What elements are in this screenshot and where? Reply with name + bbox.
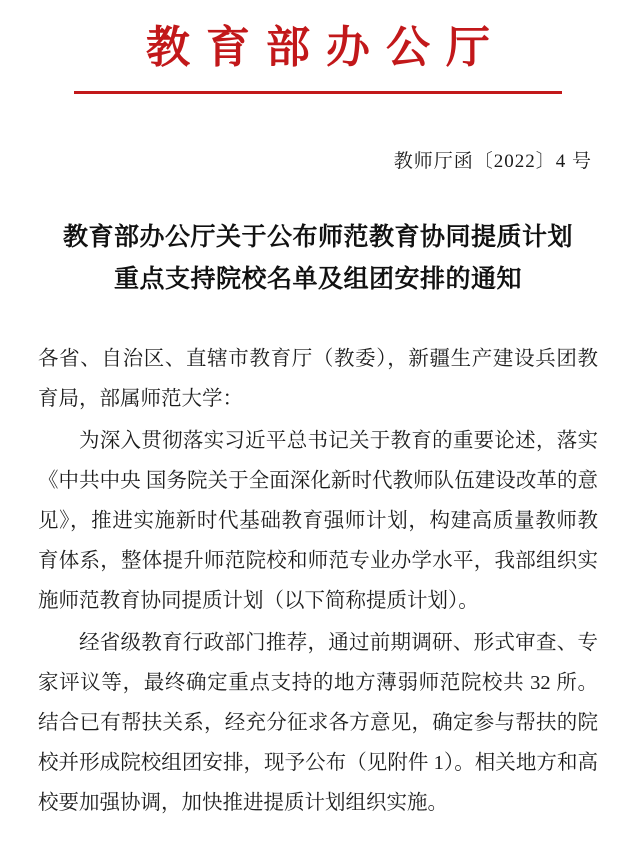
issuing-authority-title: 教育部办公厅: [146, 23, 506, 72]
body-paragraph-1: 为深入贯彻落实习近平总书记关于教育的重要论述，落实《中共中央 国务院关于全面深化新时代教师队伍建设改革的意见》，推进实施新时代基础教育强师计划，构建高质量教师教育体系，整体提升师范院校和师范专业办学水平，我部组织实施师范教育协同提质计划（以下简称提质计划）。: [38, 429, 598, 612]
body-paragraph-salutation: 各省、自治区、直辖市教育厅（教委），新疆生产建设兵团教育局，部属师范大学：: [38, 347, 598, 410]
letterhead: [0, 0, 636, 94]
page-title-line-2: 重点支持院校名单及组团安排的通知: [113, 265, 522, 293]
document-number-row: [0, 146, 592, 173]
document-body: [38, 340, 598, 824]
document-number: 教师厅函〔2022〕4 号: [393, 151, 592, 173]
page-title-line-1: 教育部办公厅关于公布师范教育协同提质计划: [62, 224, 573, 252]
page-title: [52, 217, 584, 300]
letterhead-divider: [74, 91, 562, 94]
body-paragraph-2: 经省级教育行政部门推荐，通过前期调研、形式审查、专家评议等，最终确定重点支持的地方薄弱师范院校共 32 所。结合已有帮扶关系，经充分征求各方意见，确定参与帮扶的院校并形成院校组团安排，现予公布（见附件 1）。相关地方和高校要加强协调，加快推进提质计划组织实施。: [38, 631, 598, 814]
